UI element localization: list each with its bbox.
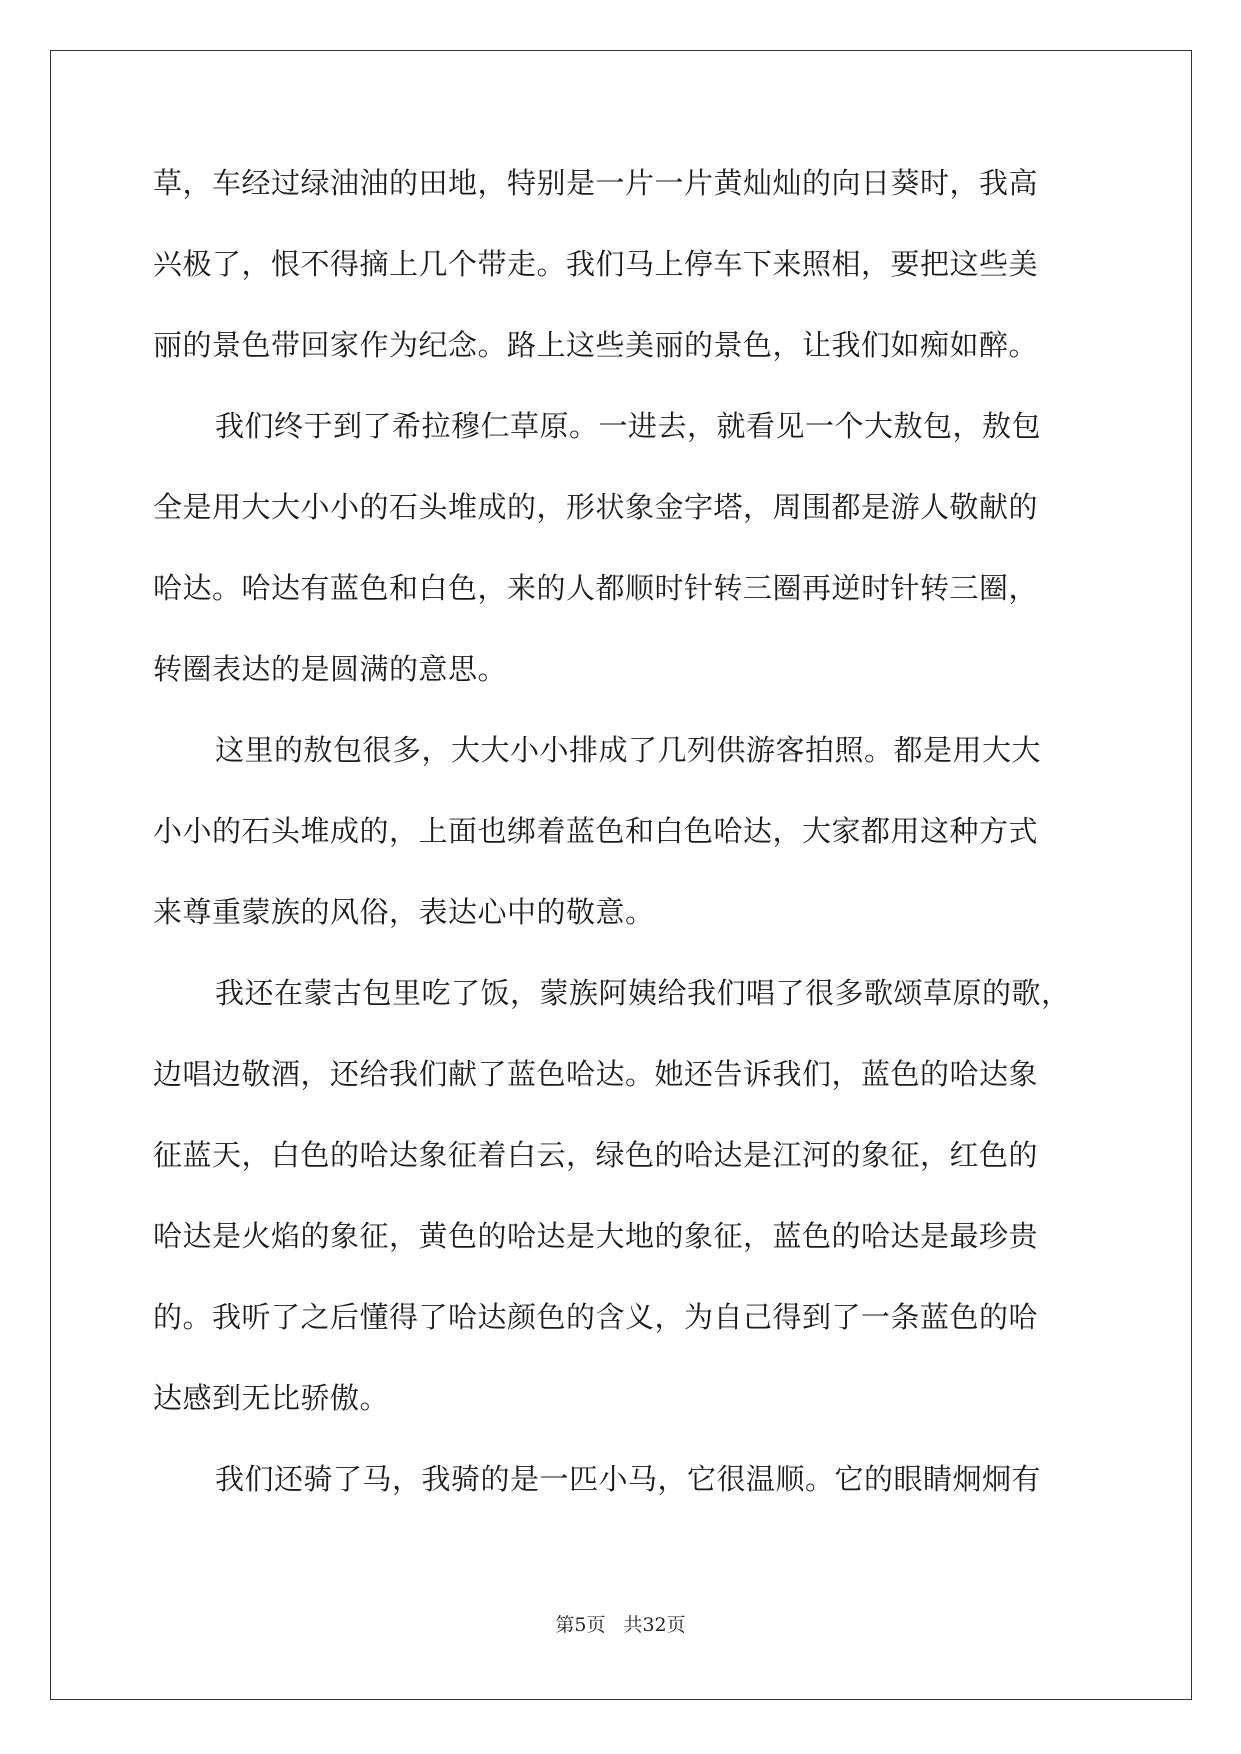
text-line: 转圈表达的是圆满的意思。 — [153, 652, 508, 686]
text-line: 的。我听了之后懂得了哈达颜色的含义，为自己得到了一条蓝色的哈 — [153, 1300, 1039, 1334]
document-body — [153, 163, 1093, 1540]
text-line: 我们终于到了希拉穆仁草原。一进去，就看见一个大敖包，敖包 — [215, 409, 1042, 443]
text-line: 全是用大大小小的石头堆成的，形状象金字塔，周围都是游人敬献的 — [153, 490, 1039, 524]
text-line: 达感到无比骄傲。 — [153, 1381, 390, 1415]
text-line: 来尊重蒙族的风俗，表达心中的敬意。 — [153, 895, 655, 929]
page-number: 第5页 — [555, 1614, 606, 1636]
text-line: 我们还骑了马，我骑的是一匹小马，它很温顺。它的眼睛炯炯有 — [215, 1462, 1042, 1496]
text-line: 草，车经过绿油油的田地，特别是一片一片黄灿灿的向日葵时，我高 — [153, 166, 1039, 200]
text-line: 小小的石头堆成的，上面也绑着蓝色和白色哈达，大家都用这种方式 — [153, 814, 1039, 848]
text-line: 我还在蒙古包里吃了饭，蒙族阿姨给我们唱了很多歌颂草原的歌， — [215, 976, 1071, 1010]
page-total: 共32页 — [623, 1614, 686, 1636]
text-line: 兴极了，恨不得摘上几个带走。我们马上停车下来照相，要把这些美 — [153, 247, 1039, 281]
text-line: 丽的景色带回家作为纪念。路上这些美丽的景色，让我们如痴如醉。 — [153, 328, 1039, 362]
text-line: 哈达是火焰的象征，黄色的哈达是大地的象征，蓝色的哈达是最珍贵 — [153, 1219, 1039, 1253]
text-line: 边唱边敬酒，还给我们献了蓝色哈达。她还告诉我们，蓝色的哈达象 — [153, 1057, 1039, 1091]
text-line: 哈达。哈达有蓝色和白色，来的人都顺时针转三圈再逆时针转三圈， — [153, 571, 1039, 605]
text-line: 征蓝天，白色的哈达象征着白云，绿色的哈达是江河的象征，红色的 — [153, 1138, 1039, 1172]
page-footer — [0, 1613, 1241, 1637]
text-line: 这里的敖包很多，大大小小排成了几列供游客拍照。都是用大大 — [215, 733, 1042, 767]
